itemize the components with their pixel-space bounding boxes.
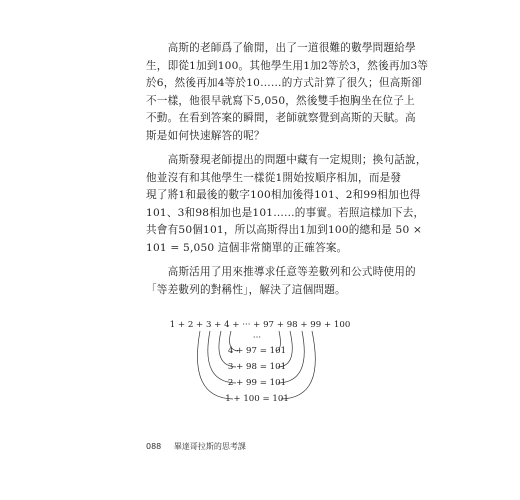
paragraph-line: 高斯發現老師提出的問題中藏有一定規則；換句話說， xyxy=(146,154,427,166)
paragraph-line: 不一樣，他很早就寫下5,050，然後雙手抱胸坐在位子上 xyxy=(146,94,415,107)
pair-sum-4-97: 4 + 97 = 101 xyxy=(227,346,287,356)
paragraph-line: 「等差數列的對稱性」，解決了這個問題。 xyxy=(146,283,346,296)
paragraph-line: 他並沒有和其他學生一樣從1開始按順序相加，而是發 xyxy=(146,171,402,184)
paragraph-line: 不動。在看到答案的瞬間，老師就察覺到高斯的天賦。高 xyxy=(146,112,416,125)
paragraph-line: 斯是如何快速解答的呢？ xyxy=(146,129,265,142)
paragraph-line: 現了將1和最後的數字100相加後得101、2和99相加也得 xyxy=(146,189,421,202)
paragraph-line: 生，即從1加到100。其他學生用1加2等於3，然後再加3等 xyxy=(146,59,429,72)
pair-sum-3-98: 3 + 98 = 101 xyxy=(227,362,287,372)
book-title: 畢達哥拉斯的思考課 xyxy=(173,442,246,451)
pair-sum-1-100: 1 + 100 = 101 xyxy=(225,394,289,404)
sequence-line: 1 + 2 + 3 + 4 + ··· + 97 + 98 + 99 + 100 xyxy=(169,320,351,330)
paragraph-line: 101、3和98相加也是101……的事實。若照這樣加下去， xyxy=(146,206,425,219)
pair-sum-2-99: 2 + 99 = 101 xyxy=(227,378,287,388)
paragraph-line: 101 = 5,050 這個非常簡單的正確答案。 xyxy=(146,241,348,254)
paragraph-line: 高斯的老師爲了偷閒，出了一道很難的數學問題給學 xyxy=(146,42,416,54)
paragraph-line: 於6，然後再加4等於10……的方式計算了很久；但高斯卻 xyxy=(146,77,423,90)
page-footer xyxy=(146,441,246,452)
paragraph-line: 共會有50個101，所以高斯得出1加到100的總和是 50 × xyxy=(146,224,423,237)
paragraph-line: 高斯活用了用來推導求任意等差數列和公式時使用的 xyxy=(146,266,416,278)
page-number: 088 xyxy=(146,442,162,451)
ellipsis: ··· xyxy=(252,333,262,343)
